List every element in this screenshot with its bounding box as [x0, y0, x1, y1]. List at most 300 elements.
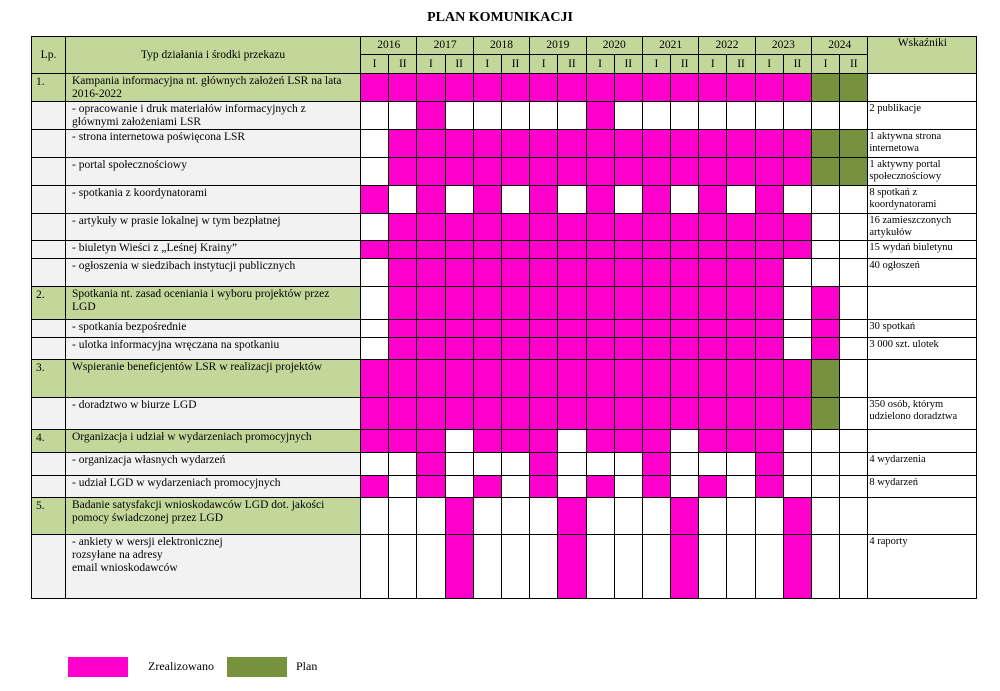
timeline-cell-realized	[501, 241, 529, 259]
timeline-cell-empty	[389, 476, 417, 498]
timeline-cell-empty	[445, 453, 473, 476]
timeline-cell-realized	[389, 214, 417, 241]
timeline-cell-realized	[389, 360, 417, 398]
timeline-cell-empty	[840, 360, 868, 398]
row-number: 2.	[32, 287, 66, 320]
timeline-cell-realized	[389, 287, 417, 320]
timeline-cell-realized	[361, 398, 389, 430]
timeline-cell-realized	[558, 498, 586, 535]
timeline-cell-empty	[671, 476, 699, 498]
timeline-cell-realized	[783, 130, 811, 158]
header-year: 2018	[473, 37, 529, 55]
timeline-cell-plan	[812, 130, 840, 158]
timeline-cell-realized	[501, 338, 529, 360]
timeline-cell-empty	[755, 102, 783, 130]
header-half: I	[755, 55, 783, 74]
page-title: PLAN KOMUNIKACJI	[427, 10, 573, 25]
timeline-cell-realized	[699, 186, 727, 214]
timeline-cell-empty	[614, 186, 642, 214]
timeline-cell-realized	[614, 241, 642, 259]
timeline-cell-realized	[642, 430, 670, 453]
timeline-cell-realized	[417, 453, 445, 476]
timeline-cell-empty	[642, 535, 670, 599]
indicator-value: 350 osób, którym udzielono doradztwa	[868, 398, 977, 430]
timeline-cell-realized	[755, 259, 783, 287]
timeline-cell-realized	[445, 398, 473, 430]
timeline-cell-empty	[840, 320, 868, 338]
timeline-cell-empty	[840, 186, 868, 214]
row-number: 3.	[32, 360, 66, 398]
timeline-cell-realized	[614, 338, 642, 360]
timeline-cell-realized	[783, 498, 811, 535]
timeline-cell-realized	[699, 287, 727, 320]
timeline-cell-realized	[417, 287, 445, 320]
timeline-cell-realized	[558, 74, 586, 102]
timeline-cell-realized	[445, 74, 473, 102]
timeline-cell-empty	[530, 535, 558, 599]
timeline-cell-realized	[642, 453, 670, 476]
timeline-cell-empty	[783, 102, 811, 130]
timeline-cell-realized	[445, 259, 473, 287]
timeline-cell-empty	[558, 102, 586, 130]
indicator-value	[868, 360, 977, 398]
timeline-cell-realized	[671, 287, 699, 320]
timeline-cell-empty	[558, 186, 586, 214]
row-number	[32, 535, 66, 599]
activity-row	[32, 241, 977, 259]
activity-description: Kampania informacyjna nt. głównych założeń LSR na lata 2016-2022	[66, 74, 361, 102]
indicator-value: 16 zamieszczonych artykułów	[868, 214, 977, 241]
timeline-cell-empty	[812, 186, 840, 214]
activity-row	[32, 535, 977, 599]
timeline-cell-realized	[671, 130, 699, 158]
timeline-cell-realized	[389, 338, 417, 360]
timeline-cell-empty	[361, 158, 389, 186]
timeline-cell-realized	[558, 535, 586, 599]
timeline-cell-realized	[586, 430, 614, 453]
timeline-cell-realized	[558, 158, 586, 186]
header-half: II	[783, 55, 811, 74]
timeline-cell-realized	[530, 360, 558, 398]
legend-plan-label: Plan	[296, 659, 318, 673]
timeline-cell-realized	[530, 338, 558, 360]
timeline-cell-realized	[727, 158, 755, 186]
timeline-cell-realized	[755, 158, 783, 186]
timeline-cell-realized	[642, 130, 670, 158]
timeline-cell-empty	[812, 102, 840, 130]
timeline-cell-empty	[501, 102, 529, 130]
timeline-cell-empty	[812, 453, 840, 476]
timeline-cell-empty	[840, 430, 868, 453]
activity-description: Spotkania nt. zasad oceniania i wyboru projektów przez LGD	[66, 287, 361, 320]
timeline-cell-realized	[558, 241, 586, 259]
timeline-cell-realized	[783, 535, 811, 599]
activity-description: - ulotka informacyjna wręczana na spotkaniu	[66, 338, 361, 360]
header-year: 2022	[699, 37, 755, 55]
timeline-cell-plan	[840, 74, 868, 102]
timeline-cell-realized	[361, 360, 389, 398]
timeline-cell-realized	[586, 259, 614, 287]
activity-description: - portal społecznościowy	[66, 158, 361, 186]
timeline-cell-empty	[642, 102, 670, 130]
timeline-cell-empty	[840, 535, 868, 599]
timeline-cell-empty	[586, 453, 614, 476]
timeline-cell-realized	[473, 130, 501, 158]
timeline-cell-realized	[586, 74, 614, 102]
timeline-cell-empty	[501, 186, 529, 214]
timeline-cell-empty	[586, 535, 614, 599]
timeline-cell-realized	[530, 214, 558, 241]
timeline-cell-empty	[586, 498, 614, 535]
activity-row	[32, 398, 977, 430]
timeline-cell-empty	[501, 476, 529, 498]
row-number	[32, 102, 66, 130]
activity-description: - opracowanie i druk materiałów informacyjnych z głównymi założeniami LSR	[66, 102, 361, 130]
timeline-cell-realized	[417, 259, 445, 287]
timeline-cell-empty	[361, 453, 389, 476]
timeline-cell-realized	[783, 360, 811, 398]
timeline-cell-realized	[473, 430, 501, 453]
timeline-cell-realized	[812, 338, 840, 360]
timeline-cell-realized	[473, 259, 501, 287]
timeline-cell-realized	[586, 158, 614, 186]
timeline-cell-empty	[840, 241, 868, 259]
timeline-cell-empty	[783, 287, 811, 320]
timeline-cell-realized	[699, 259, 727, 287]
activity-description: Organizacja i udział w wydarzeniach promocyjnych	[66, 430, 361, 453]
timeline-cell-empty	[614, 535, 642, 599]
timeline-cell-realized	[586, 398, 614, 430]
timeline-cell-realized	[586, 130, 614, 158]
timeline-cell-realized	[614, 398, 642, 430]
timeline-cell-plan	[840, 130, 868, 158]
timeline-cell-empty	[755, 498, 783, 535]
timeline-cell-realized	[586, 360, 614, 398]
timeline-cell-empty	[417, 535, 445, 599]
timeline-cell-realized	[642, 241, 670, 259]
timeline-cell-realized	[473, 287, 501, 320]
timeline-cell-realized	[614, 320, 642, 338]
timeline-cell-realized	[530, 186, 558, 214]
timeline-cell-realized	[755, 476, 783, 498]
row-number: 4.	[32, 430, 66, 453]
timeline-cell-realized	[671, 74, 699, 102]
timeline-cell-empty	[812, 498, 840, 535]
activity-description: Badanie satysfakcji wnioskodawców LGD dot. jakości pomocy świadczonej przez LGD	[66, 498, 361, 535]
timeline-cell-empty	[671, 186, 699, 214]
timeline-cell-realized	[614, 287, 642, 320]
timeline-cell-realized	[417, 241, 445, 259]
timeline-cell-empty	[812, 430, 840, 453]
timeline-cell-realized	[445, 214, 473, 241]
activity-row	[32, 186, 977, 214]
row-number	[32, 320, 66, 338]
timeline-cell-realized	[727, 430, 755, 453]
timeline-cell-empty	[445, 102, 473, 130]
timeline-cell-empty	[727, 476, 755, 498]
timeline-cell-realized	[699, 214, 727, 241]
timeline-cell-empty	[840, 338, 868, 360]
indicator-value: 1 aktywny portal społecznościowy	[868, 158, 977, 186]
timeline-cell-realized	[417, 338, 445, 360]
timeline-cell-realized	[671, 498, 699, 535]
timeline-cell-realized	[558, 320, 586, 338]
timeline-cell-realized	[361, 186, 389, 214]
timeline-cell-realized	[586, 320, 614, 338]
activity-description: - artykuły w prasie lokalnej w tym bezpłatnej	[66, 214, 361, 241]
timeline-cell-empty	[473, 102, 501, 130]
timeline-cell-realized	[671, 535, 699, 599]
timeline-cell-realized	[530, 158, 558, 186]
timeline-cell-realized	[586, 241, 614, 259]
header-half: II	[389, 55, 417, 74]
timeline-cell-empty	[614, 476, 642, 498]
timeline-cell-realized	[501, 320, 529, 338]
timeline-cell-plan	[840, 158, 868, 186]
header-half: I	[586, 55, 614, 74]
timeline-cell-realized	[501, 398, 529, 430]
timeline-cell-realized	[755, 130, 783, 158]
timeline-cell-empty	[501, 453, 529, 476]
timeline-cell-realized	[727, 214, 755, 241]
timeline-cell-realized	[501, 158, 529, 186]
timeline-cell-realized	[699, 158, 727, 186]
timeline-cell-empty	[361, 130, 389, 158]
group-row	[32, 360, 977, 398]
timeline-cell-realized	[558, 287, 586, 320]
timeline-cell-realized	[699, 430, 727, 453]
timeline-cell-empty	[699, 102, 727, 130]
activity-description: - spotkania bezpośrednie	[66, 320, 361, 338]
timeline-cell-realized	[614, 158, 642, 186]
timeline-cell-empty	[699, 498, 727, 535]
timeline-cell-realized	[417, 476, 445, 498]
timeline-cell-realized	[699, 241, 727, 259]
timeline-cell-realized	[671, 338, 699, 360]
timeline-cell-empty	[727, 498, 755, 535]
timeline-cell-realized	[558, 259, 586, 287]
timeline-cell-empty	[614, 102, 642, 130]
header-half: I	[642, 55, 670, 74]
timeline-cell-realized	[417, 398, 445, 430]
timeline-cell-realized	[614, 214, 642, 241]
timeline-cell-realized	[671, 158, 699, 186]
header-year: 2017	[417, 37, 473, 55]
timeline-cell-empty	[445, 186, 473, 214]
activity-row	[32, 476, 977, 498]
timeline-cell-realized	[417, 130, 445, 158]
timeline-cell-realized	[501, 74, 529, 102]
activity-row	[32, 102, 977, 130]
indicator-value	[868, 430, 977, 453]
timeline-cell-realized	[530, 241, 558, 259]
timeline-cell-realized	[783, 241, 811, 259]
activity-description: - ogłoszenia w siedzibach instytucji publicznych	[66, 259, 361, 287]
row-number	[32, 214, 66, 241]
timeline-cell-realized	[699, 360, 727, 398]
timeline-cell-empty	[840, 287, 868, 320]
timeline-cell-realized	[699, 74, 727, 102]
header-half: I	[812, 55, 840, 74]
timeline-cell-realized	[501, 287, 529, 320]
timeline-cell-empty	[840, 102, 868, 130]
timeline-cell-realized	[530, 398, 558, 430]
timeline-cell-empty	[361, 214, 389, 241]
timeline-cell-realized	[783, 158, 811, 186]
timeline-cell-realized	[812, 320, 840, 338]
timeline-cell-empty	[783, 186, 811, 214]
timeline-cell-realized	[501, 130, 529, 158]
timeline-cell-realized	[642, 186, 670, 214]
row-number	[32, 398, 66, 430]
timeline-cell-empty	[389, 186, 417, 214]
timeline-cell-empty	[840, 453, 868, 476]
timeline-cell-realized	[501, 259, 529, 287]
timeline-cell-empty	[783, 259, 811, 287]
timeline-cell-empty	[558, 476, 586, 498]
timeline-cell-realized	[417, 320, 445, 338]
header-half: I	[417, 55, 445, 74]
header-type: Typ działania i środki przekazu	[66, 37, 361, 74]
timeline-cell-realized	[614, 430, 642, 453]
timeline-cell-realized	[699, 130, 727, 158]
header-half: I	[699, 55, 727, 74]
timeline-cell-realized	[473, 74, 501, 102]
indicator-value: 1 aktywna strona internetowa	[868, 130, 977, 158]
timeline-cell-realized	[530, 74, 558, 102]
header-lp: Lp.	[32, 37, 66, 74]
timeline-cell-empty	[389, 535, 417, 599]
timeline-cell-realized	[473, 476, 501, 498]
timeline-cell-empty	[558, 453, 586, 476]
timeline-cell-realized	[671, 360, 699, 398]
timeline-cell-realized	[642, 360, 670, 398]
timeline-cell-realized	[361, 476, 389, 498]
legend-plan-swatch	[227, 657, 287, 677]
header-indicators: Wskaźniki	[868, 37, 977, 74]
timeline-cell-realized	[530, 130, 558, 158]
indicator-value	[868, 74, 977, 102]
group-row	[32, 430, 977, 453]
timeline-cell-realized	[501, 214, 529, 241]
timeline-cell-empty	[783, 476, 811, 498]
group-row	[32, 287, 977, 320]
legend-realized-label: Zrealizowano	[148, 659, 214, 673]
timeline-cell-realized	[642, 338, 670, 360]
activity-row	[32, 130, 977, 158]
timeline-cell-empty	[840, 398, 868, 430]
timeline-cell-realized	[473, 360, 501, 398]
timeline-cell-empty	[530, 102, 558, 130]
timeline-cell-realized	[473, 241, 501, 259]
timeline-cell-realized	[445, 535, 473, 599]
row-number: 5.	[32, 498, 66, 535]
timeline-cell-realized	[530, 320, 558, 338]
timeline-cell-empty	[445, 476, 473, 498]
timeline-cell-realized	[586, 476, 614, 498]
timeline-cell-realized	[473, 186, 501, 214]
indicator-value	[868, 498, 977, 535]
timeline-cell-realized	[389, 74, 417, 102]
timeline-cell-empty	[699, 535, 727, 599]
activity-row	[32, 453, 977, 476]
row-number	[32, 130, 66, 158]
timeline-cell-empty	[501, 535, 529, 599]
timeline-cell-realized	[727, 338, 755, 360]
activity-row	[32, 320, 977, 338]
timeline-cell-empty	[812, 214, 840, 241]
timeline-cell-empty	[614, 453, 642, 476]
timeline-cell-realized	[755, 453, 783, 476]
timeline-cell-realized	[417, 186, 445, 214]
timeline-cell-realized	[727, 259, 755, 287]
activity-row	[32, 214, 977, 241]
timeline-cell-realized	[642, 74, 670, 102]
timeline-cell-realized	[417, 430, 445, 453]
timeline-cell-empty	[361, 338, 389, 360]
timeline-cell-realized	[473, 214, 501, 241]
timeline-cell-realized	[530, 476, 558, 498]
indicator-value: 8 wydarzeń	[868, 476, 977, 498]
timeline-cell-realized	[699, 338, 727, 360]
header-half: I	[361, 55, 389, 74]
timeline-cell-empty	[783, 338, 811, 360]
timeline-cell-empty	[812, 535, 840, 599]
timeline-cell-realized	[445, 241, 473, 259]
header-year: 2021	[642, 37, 698, 55]
timeline-cell-realized	[361, 74, 389, 102]
row-number: 1.	[32, 74, 66, 102]
row-number	[32, 186, 66, 214]
timeline-cell-empty	[671, 102, 699, 130]
timeline-cell-realized	[445, 360, 473, 398]
timeline-cell-empty	[840, 259, 868, 287]
timeline-cell-empty	[812, 259, 840, 287]
timeline-cell-realized	[558, 130, 586, 158]
timeline-cell-realized	[445, 158, 473, 186]
timeline-cell-realized	[473, 338, 501, 360]
group-row	[32, 498, 977, 535]
timeline-cell-realized	[417, 74, 445, 102]
timeline-cell-realized	[755, 360, 783, 398]
row-number	[32, 259, 66, 287]
timeline-cell-empty	[783, 430, 811, 453]
timeline-cell-realized	[445, 287, 473, 320]
timeline-cell-realized	[417, 102, 445, 130]
timeline-cell-realized	[755, 398, 783, 430]
timeline-cell-empty	[361, 320, 389, 338]
timeline-cell-empty	[671, 430, 699, 453]
timeline-cell-realized	[642, 214, 670, 241]
activity-row	[32, 259, 977, 287]
timeline-cell-realized	[755, 74, 783, 102]
row-number	[32, 158, 66, 186]
indicator-value: 4 wydarzenia	[868, 453, 977, 476]
timeline-cell-realized	[671, 398, 699, 430]
timeline-cell-realized	[727, 287, 755, 320]
timeline-cell-realized	[473, 398, 501, 430]
timeline-cell-realized	[642, 259, 670, 287]
timeline-cell-empty	[812, 241, 840, 259]
timeline-cell-realized	[642, 398, 670, 430]
timeline-cell-empty	[642, 498, 670, 535]
timeline-cell-plan	[812, 74, 840, 102]
activity-description: - udział LGD w wydarzeniach promocyjnych	[66, 476, 361, 498]
indicator-value: 40 ogłoszeń	[868, 259, 977, 287]
timeline-cell-realized	[501, 360, 529, 398]
activity-description: - spotkania z koordynatorami	[66, 186, 361, 214]
timeline-cell-realized	[614, 130, 642, 158]
